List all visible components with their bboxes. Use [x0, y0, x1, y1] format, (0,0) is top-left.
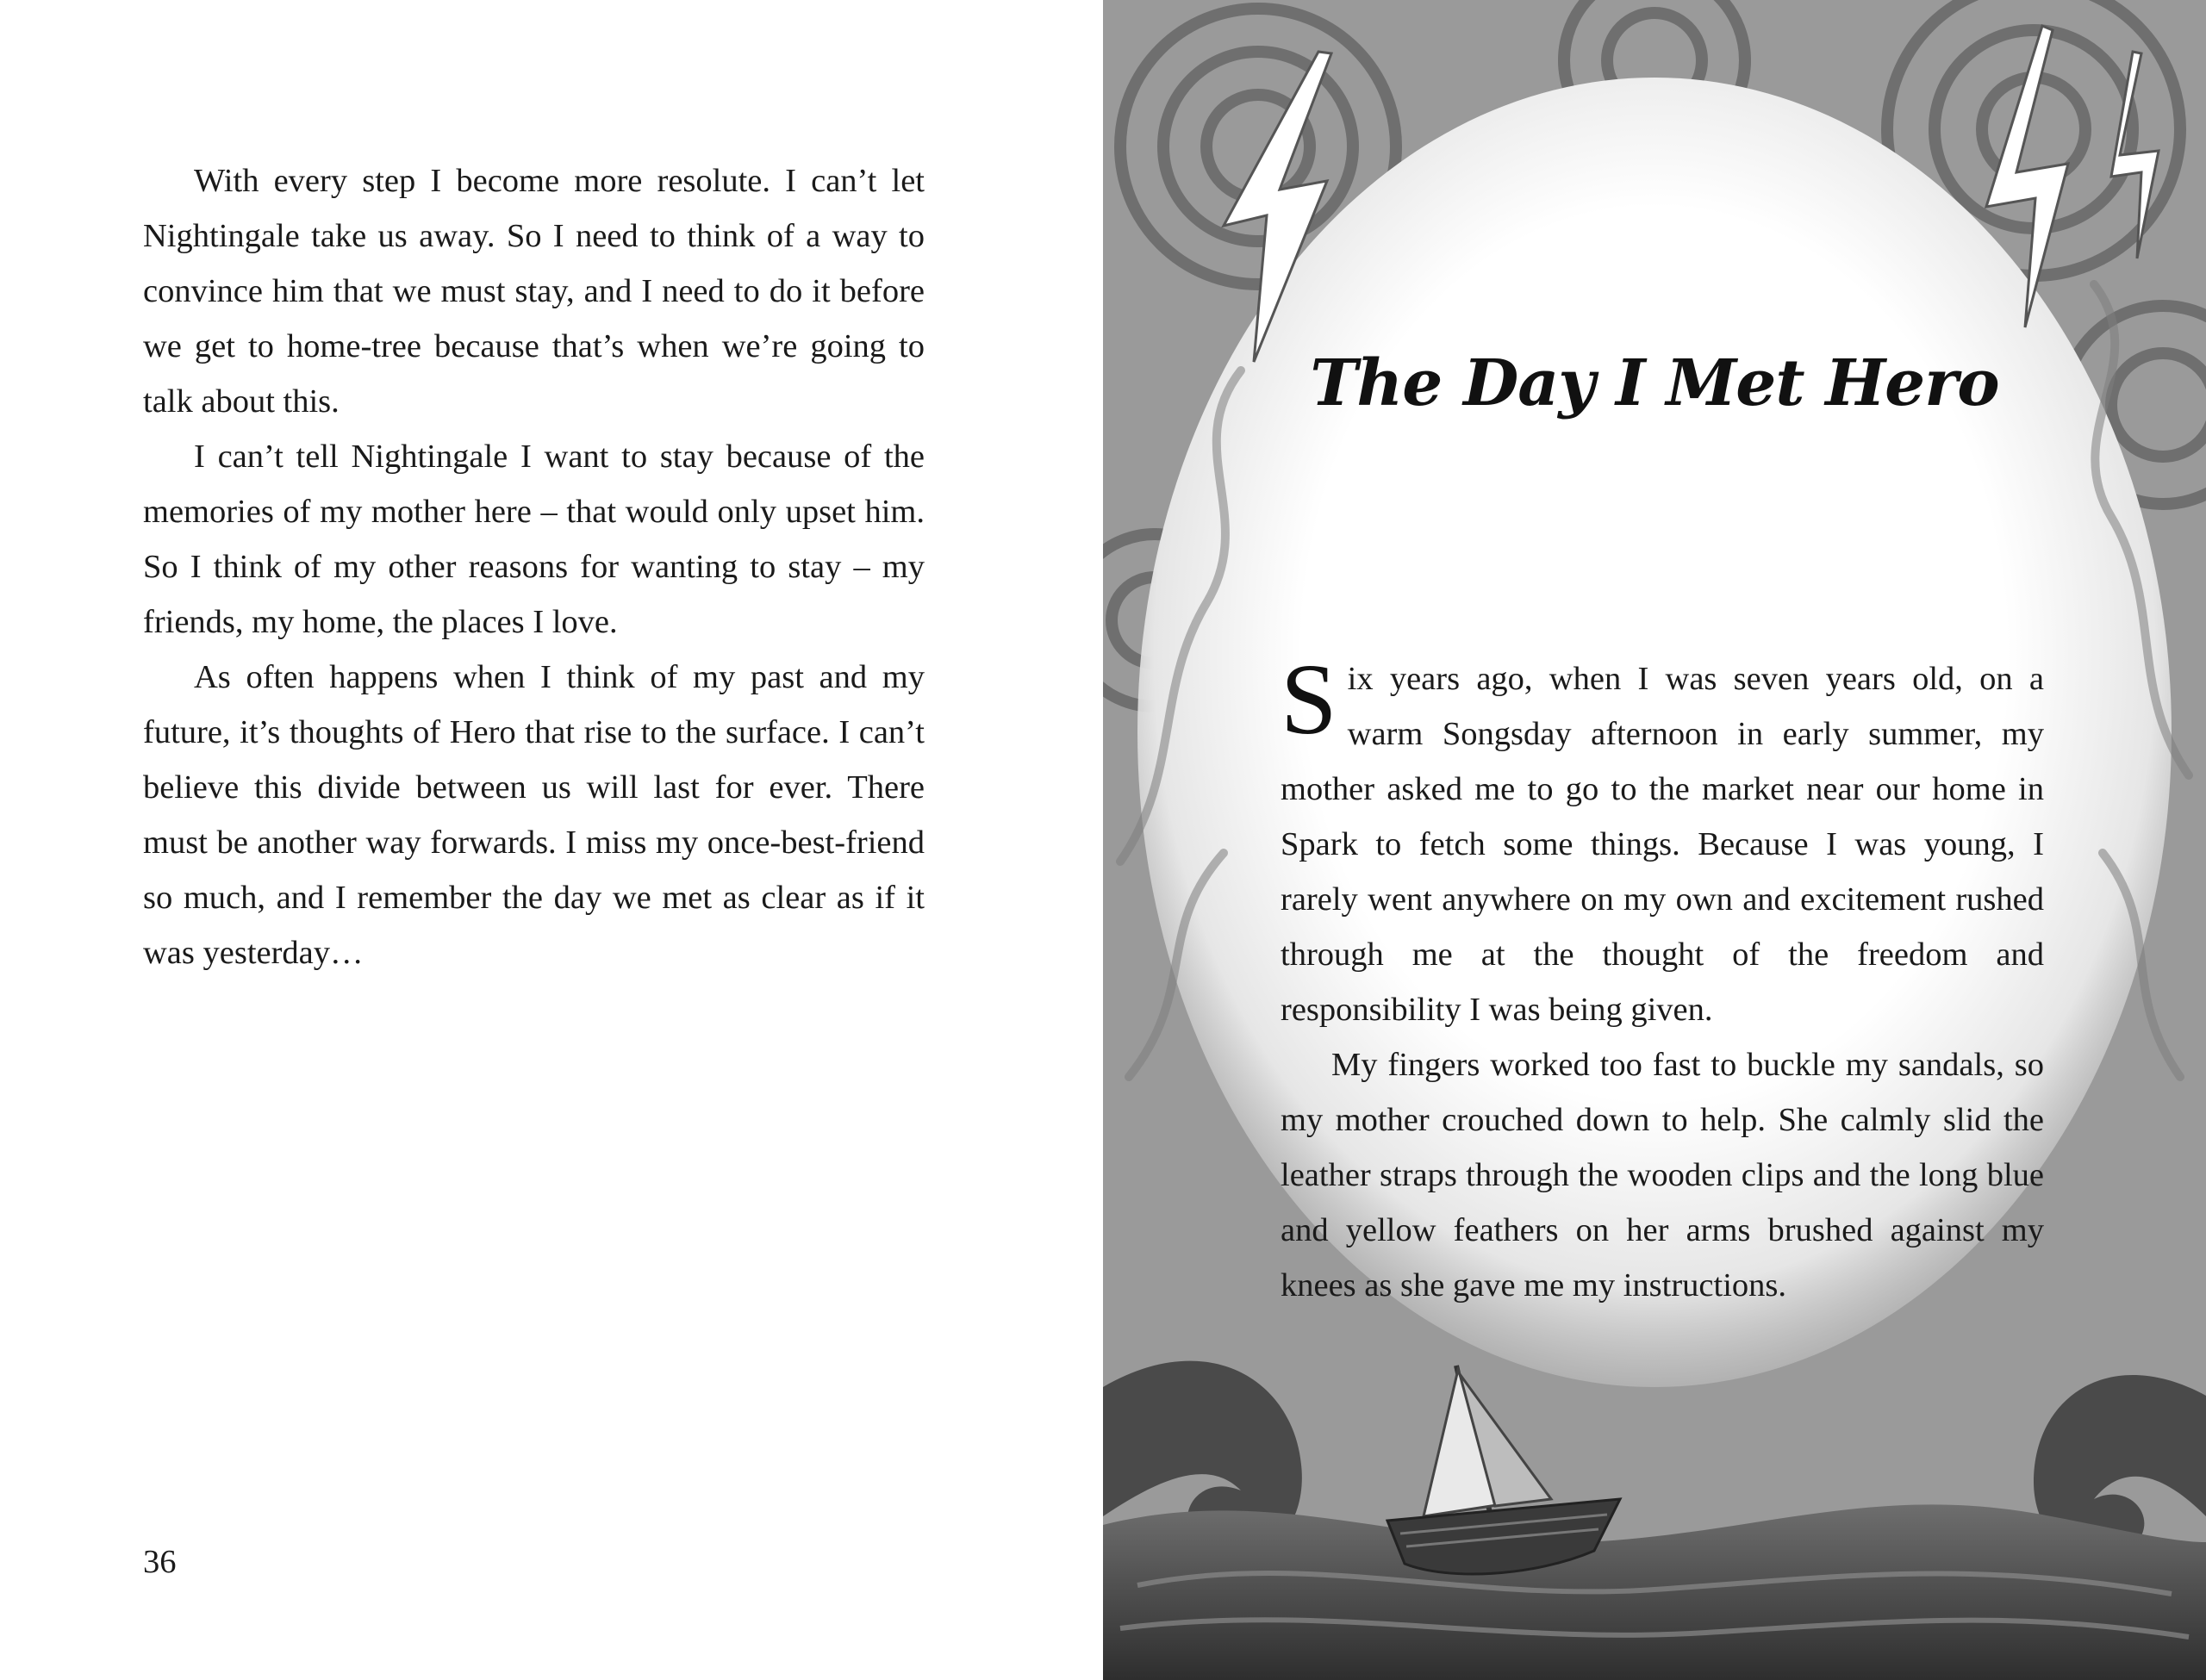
paragraph: [1281, 643, 2044, 1037]
right-page: [1103, 0, 2206, 1680]
drop-cap: S: [1281, 643, 1337, 756]
paragraph: With every step I become more resolute. I can’t let Nightingale take us away. So I need to think of a way to convince him that we must stay, and I need to do it before we get to home-tree because that’s when we’re going to talk about this.: [143, 163, 925, 420]
chapter-title: The Day I Met Hero: [1310, 346, 1999, 420]
left-page-text: [143, 153, 925, 980]
paragraph: As often happens when I think of my past and my future, it’s thoughts of Hero that rise to the surface. I can’t believe this divide between us will last for ever. There must be another way forwards. I miss my once-best-friend so much, and I remember the day we met as clear as if it was yesterday…: [143, 659, 925, 971]
page-number: 36: [143, 1544, 177, 1580]
right-page-text: [1281, 643, 2044, 1313]
paragraph: My fingers worked too fast to buckle my sandals, so my mother crouched down to help. She calmly slid the leather straps through the wooden clips and the long blue and yellow feathers on her arms brushed against my knees as she gave me my instructions.: [1281, 1047, 2044, 1304]
paragraph-text: ix years ago, when I was seven years old, on a warm Songsday afternoon in early summer, my mother asked me to go to the market near our home in Spark to fetch some things. Because I was young, I rarely went anywhere on my own and excitement rushed through me at the thought of the freedom and responsibility I was being given.: [1281, 661, 2044, 1028]
paragraph: I can’t tell Nightingale I want to stay because of the memories of my mother here – that would only upset him. So I think of my other reasons for wanting to stay – my friends, my home, the places I love.: [143, 439, 925, 640]
